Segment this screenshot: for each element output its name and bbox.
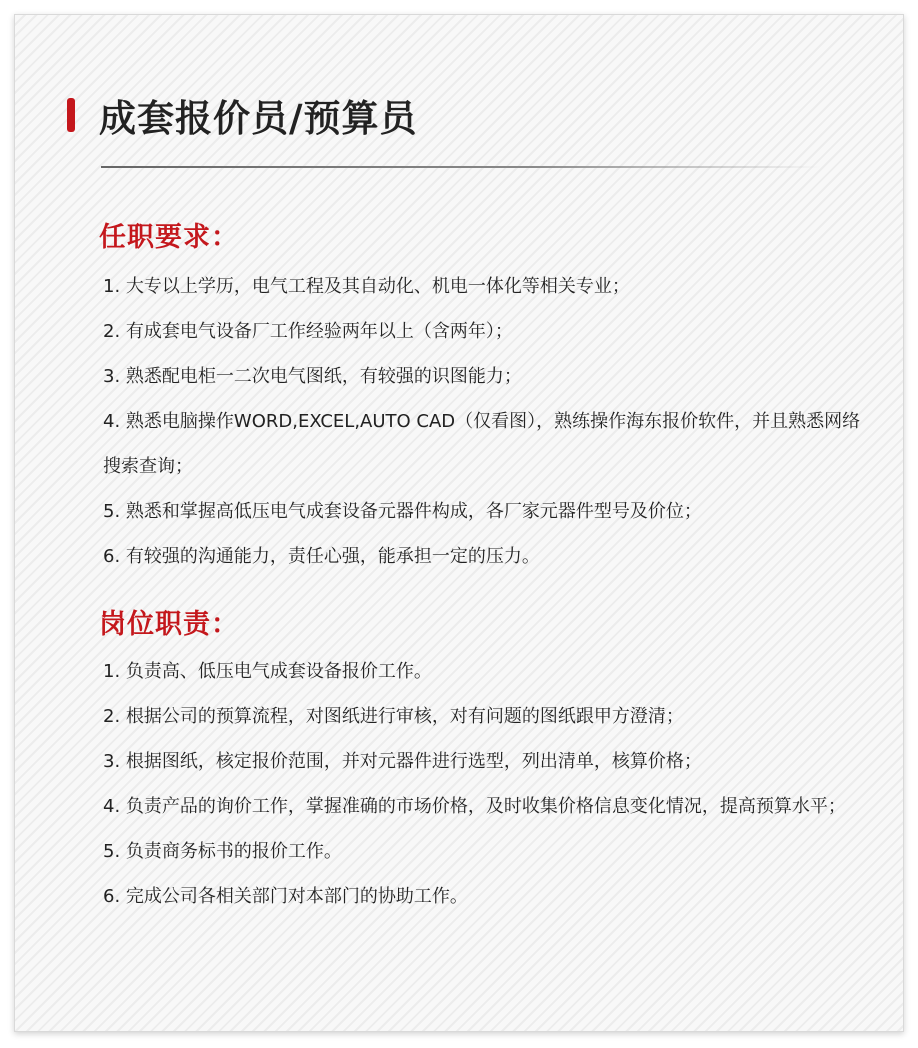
responsibilities-list	[103, 649, 873, 919]
title-row	[67, 85, 418, 145]
requirement-item: 2. 有成套电气设备厂工作经验两年以上（含两年）；	[103, 321, 513, 342]
responsibility-item: 3. 根据图纸，核定报价范围，并对元器件进行选型，列出清单，核算价格；	[103, 751, 702, 772]
page-title: 成套报价员/预算员	[99, 97, 418, 140]
responsibilities-heading: 岗位职责：	[99, 609, 239, 640]
responsibility-item: 6. 完成公司各相关部门对本部门的协助工作。	[103, 886, 468, 907]
requirement-item: 6. 有较强的沟通能力，责任心强，能承担一定的压力。	[103, 546, 540, 567]
responsibility-item: 1. 负责高、低压电气成套设备报价工作。	[103, 661, 432, 682]
responsibility-item: 5. 负责商务标书的报价工作。	[103, 841, 342, 862]
title-divider	[101, 166, 821, 168]
requirements-list	[103, 264, 873, 579]
requirement-item: 1. 大专以上学历，电气工程及其自动化、机电一体化等相关专业；	[103, 276, 630, 297]
requirements-heading: 任职要求：	[99, 222, 239, 253]
responsibility-item: 2. 根据公司的预算流程，对图纸进行审核，对有问题的图纸跟甲方澄清；	[103, 706, 684, 727]
requirement-item: 3. 熟悉配电柜一二次电气图纸，有较强的识图能力；	[103, 366, 522, 387]
responsibility-item: 4. 负责产品的询价工作，掌握准确的市场价格，及时收集价格信息变化情况，提高预算水平；	[103, 796, 846, 817]
title-accent-bar	[67, 98, 75, 132]
requirement-item: 5. 熟悉和掌握高低压电气成套设备元器件构成，各厂家元器件型号及价位；	[103, 501, 702, 522]
job-card	[14, 14, 904, 1032]
requirement-item: 4. 熟悉电脑操作WORD,EXCEL,AUTO CAD（仅看图），熟练操作海东报价软件，并且熟悉网络搜索查询；	[103, 411, 861, 477]
